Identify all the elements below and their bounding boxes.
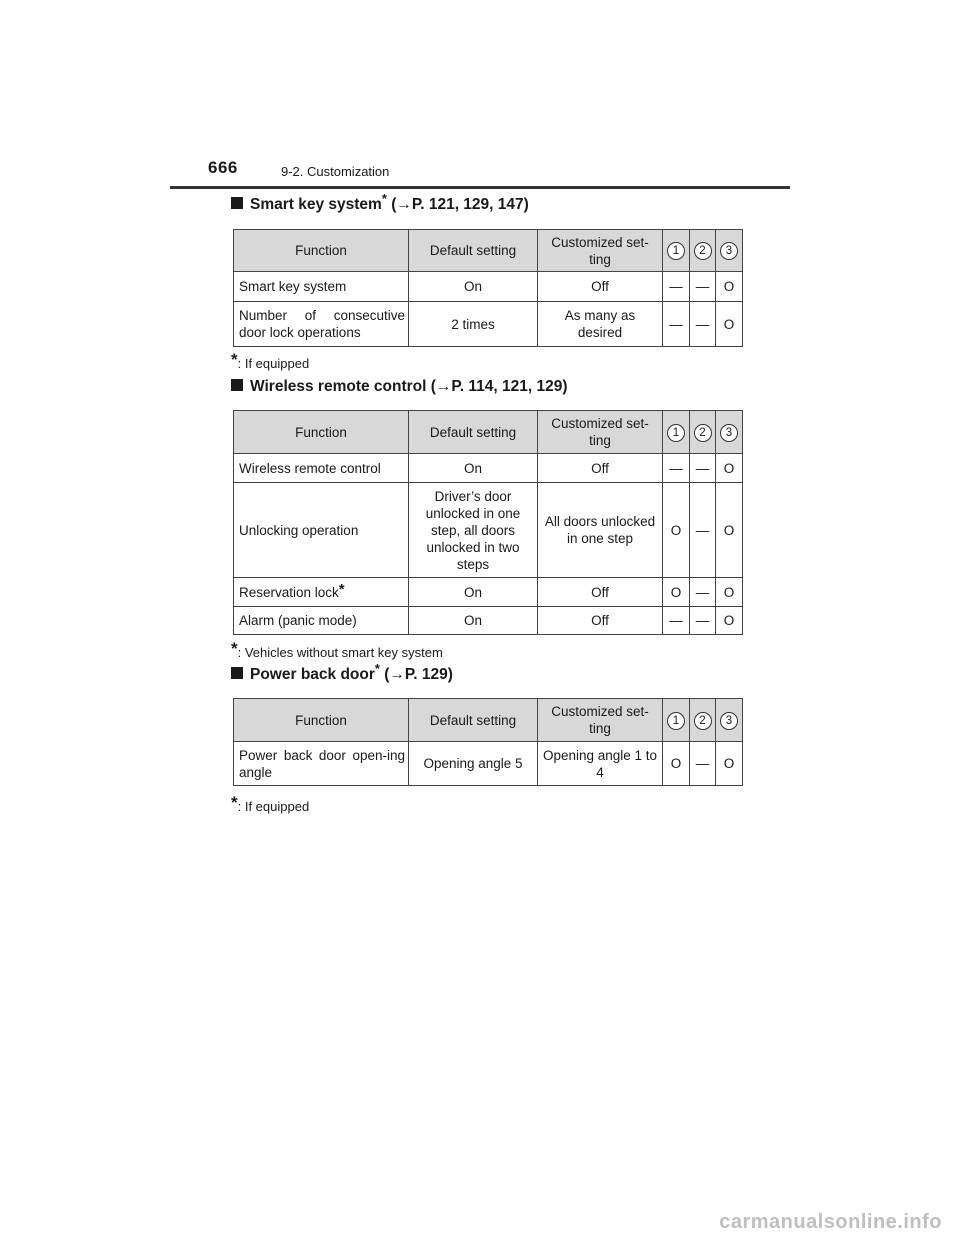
cell-customized: All doors unlocked in one step [538, 483, 663, 578]
cell-mark-2: — [690, 454, 716, 483]
power-back-door-table [233, 698, 743, 786]
table-header-row [234, 411, 743, 454]
cell-mark-1: — [663, 302, 690, 347]
cell-function: Wireless remote control [234, 454, 409, 483]
table-row [234, 578, 743, 607]
table-header-row [234, 230, 743, 272]
cell-mark-3: O [716, 272, 743, 302]
column-header-1 [663, 411, 690, 454]
column-header-1 [663, 699, 690, 742]
heading-power-back-door: Power back door* (→P. 129) [231, 666, 453, 684]
circled-number-3-icon: 3 [720, 424, 738, 442]
column-header-customized: Customized set-ting [538, 699, 663, 742]
header-rule [170, 186, 790, 189]
column-header-1 [663, 230, 690, 272]
column-header-2 [690, 699, 716, 742]
heading-smart-key-system: Smart key system* (→P. 121, 129, 147) [231, 196, 529, 214]
column-header-3 [716, 230, 743, 272]
column-header-customized: Customized set-ting [538, 230, 663, 272]
cell-mark-1: O [663, 742, 690, 786]
column-header-default: Default setting [409, 699, 538, 742]
cell-mark-3: O [716, 742, 743, 786]
cell-function: Smart key system [234, 272, 409, 302]
cell-function: Alarm (panic mode) [234, 607, 409, 635]
heading-wireless-remote-control: Wireless remote control (→P. 114, 121, 129) [231, 378, 568, 396]
cell-customized: Off [538, 607, 663, 635]
table-row [234, 742, 743, 786]
square-bullet-icon [231, 197, 243, 209]
table-row [234, 272, 743, 302]
column-header-3 [716, 411, 743, 454]
table-row [234, 454, 743, 483]
table-row [234, 302, 743, 347]
cell-default: 2 times [409, 302, 538, 347]
cell-mark-1: — [663, 607, 690, 635]
circled-number-1-icon: 1 [667, 242, 685, 260]
column-header-default: Default setting [409, 230, 538, 272]
cell-mark-3: O [716, 483, 743, 578]
circled-number-1-icon: 1 [667, 424, 685, 442]
circled-number-2-icon: 2 [694, 712, 712, 730]
cell-function: Number of consecutive door lock operations [234, 302, 409, 347]
table-row [234, 607, 743, 635]
circled-number-3-icon: 3 [720, 712, 738, 730]
cell-customized: Off [538, 454, 663, 483]
circled-number-1-icon: 1 [667, 712, 685, 730]
cell-mark-3: O [716, 578, 743, 607]
cell-customized: Off [538, 578, 663, 607]
cell-default: On [409, 607, 538, 635]
wireless-remote-table [233, 410, 743, 635]
cell-customized: Opening angle 1 to 4 [538, 742, 663, 786]
column-header-customized: Customized set-ting [538, 411, 663, 454]
smart-key-table [233, 229, 743, 347]
asterisk: * [338, 580, 345, 598]
asterisk: * [381, 190, 387, 206]
cell-default: On [409, 578, 538, 607]
circled-number-2-icon: 2 [694, 242, 712, 260]
cell-mark-2: — [690, 607, 716, 635]
square-bullet-icon [231, 667, 243, 679]
cell-default: Opening angle 5 [409, 742, 538, 786]
table-row [234, 483, 743, 578]
cell-mark-2: — [690, 272, 716, 302]
cell-mark-3: O [716, 607, 743, 635]
watermark: carmanualsonline.info [719, 1211, 942, 1233]
column-header-default: Default setting [409, 411, 538, 454]
column-header-3 [716, 699, 743, 742]
cell-default: On [409, 272, 538, 302]
cell-mark-3: O [716, 302, 743, 347]
cell-function: Unlocking operation [234, 483, 409, 578]
cell-mark-2: — [690, 483, 716, 578]
footnote-vehicles-without-smart-key: *: Vehicles without smart key system [231, 639, 443, 660]
cell-mark-3: O [716, 454, 743, 483]
cell-mark-2: — [690, 742, 716, 786]
column-header-function: Function [234, 411, 409, 454]
cell-default: On [409, 454, 538, 483]
column-header-2 [690, 411, 716, 454]
cell-mark-1: O [663, 483, 690, 578]
footnote-if-equipped: *: If equipped [231, 350, 310, 371]
square-bullet-icon [231, 379, 243, 391]
cell-function: Reservation lock* [234, 578, 409, 607]
cell-customized: As many as desired [538, 302, 663, 347]
column-header-function: Function [234, 699, 409, 742]
cell-customized: Off [538, 272, 663, 302]
column-header-2 [690, 230, 716, 272]
circled-number-3-icon: 3 [720, 242, 738, 260]
cell-mark-1: O [663, 578, 690, 607]
cell-mark-2: — [690, 578, 716, 607]
section-label: 9-2. Customization [281, 164, 390, 179]
cell-mark-1: — [663, 272, 690, 302]
footnote-if-equipped: *: If equipped [231, 793, 310, 814]
circled-number-2-icon: 2 [694, 424, 712, 442]
asterisk: * [374, 660, 380, 676]
cell-mark-2: — [690, 302, 716, 347]
table-header-row [234, 699, 743, 742]
cell-default: Driver’s door unlocked in one step, all doors unlocked in two steps [409, 483, 538, 578]
page-number: 666 [208, 158, 238, 177]
cell-mark-1: — [663, 454, 690, 483]
column-header-function: Function [234, 230, 409, 272]
cell-function: Power back door open-ing angle [234, 742, 409, 786]
